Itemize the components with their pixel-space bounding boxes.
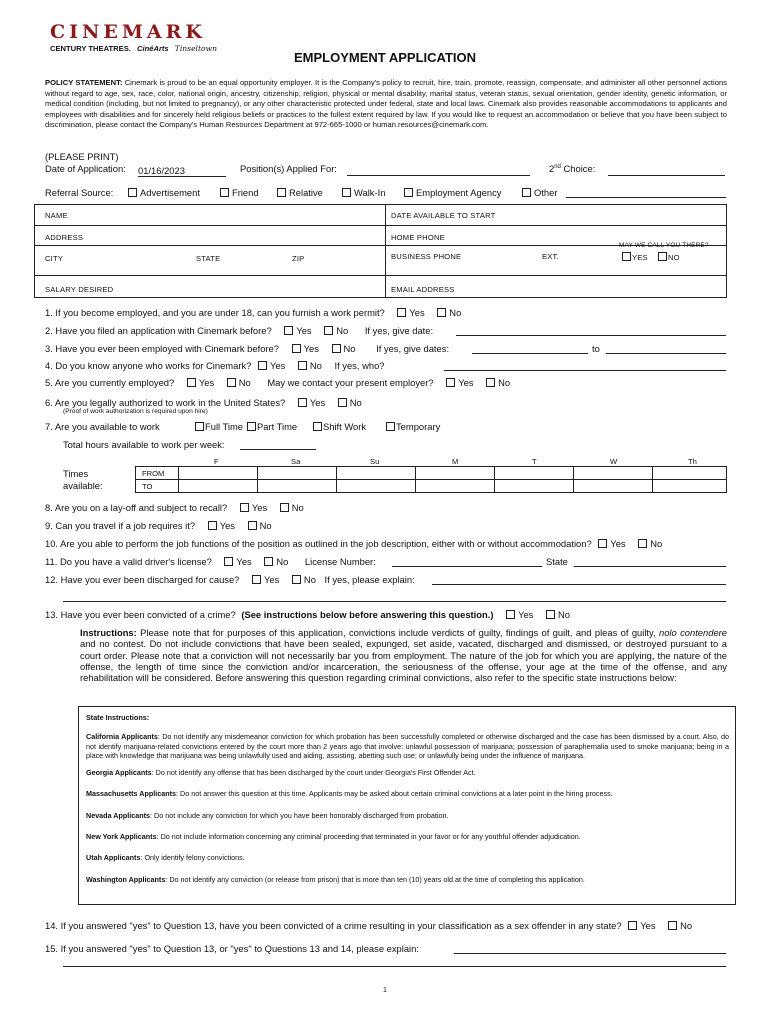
question-5 [45, 377, 510, 388]
brand-tinseltown: Tinseltown [174, 44, 217, 53]
question-6 [45, 397, 362, 408]
address-field[interactable]: ADDRESS [45, 233, 84, 242]
referral-employment-agency[interactable] [404, 187, 501, 198]
yes-label: Yes [236, 556, 252, 567]
second-choice-input[interactable] [608, 175, 725, 176]
license-state-input[interactable] [574, 566, 726, 567]
checkbox[interactable] [195, 422, 204, 431]
question-text: 15. If you answered "yes" to Question 13, or "yes" to Questions 13 and 14, please explain: [45, 943, 419, 954]
state-text: Do not include any conviction for which you have been honorably discharged from probation. [154, 810, 449, 820]
option-label: Full Time [205, 421, 244, 432]
checkbox[interactable] [248, 521, 257, 530]
referral-other-input[interactable] [566, 197, 726, 198]
q2-date-input[interactable] [456, 335, 726, 336]
checkbox[interactable] [277, 188, 286, 197]
question-11 [45, 556, 376, 567]
question-text: 12. Have you ever been discharged for cause? [45, 574, 240, 585]
from-label: FROM [142, 469, 165, 478]
no-label: No [557, 609, 570, 620]
q15-explain-input[interactable] [454, 953, 726, 954]
question-2 [45, 325, 433, 336]
checkbox[interactable] [338, 398, 347, 407]
yes-label: Yes [458, 377, 474, 388]
checkbox[interactable] [313, 422, 322, 431]
referral-relative[interactable] [277, 187, 323, 198]
option-label: Shift Work [323, 421, 367, 432]
checkbox[interactable] [208, 521, 217, 530]
option-label: Part Time [257, 421, 298, 432]
no-label: No [309, 360, 322, 371]
checkbox[interactable] [486, 378, 495, 387]
question-14 [45, 920, 692, 931]
to-label: TO [142, 482, 153, 491]
state-item: Nevada Applicants: Do not include any conviction for which you have been honorably discharged from probation. [86, 810, 449, 820]
checkbox[interactable] [437, 308, 446, 317]
checkbox[interactable] [284, 326, 293, 335]
state-item: New York Applicants: Do not include information concerning any criminal proceeding that terminated in your favor or for any youthful offender adjudication. [86, 832, 581, 842]
state-instructions-box [78, 706, 736, 905]
question-text: 4. Do you know anyone who works for Cinemark? [45, 360, 252, 371]
policy-statement [45, 78, 727, 131]
checkbox[interactable] [298, 361, 307, 370]
referral-source-row [45, 187, 113, 198]
may-we-call-label: MAY WE CALL YOU THERE? [619, 242, 709, 249]
no-label: No [680, 920, 693, 931]
state-name: Nevada Applicants [86, 810, 151, 820]
question-text: 6. Are you legally authorized to work in the United States? [45, 397, 286, 408]
state-text: Do not identify any offense that has been discharged by the court under Georgia's First Offender Act. [155, 768, 476, 778]
checkbox[interactable] [298, 398, 307, 407]
option-label: Advertisement [140, 187, 200, 198]
question-note: (See instructions below before answering this question.) [241, 609, 494, 620]
option-label: Temporary [396, 421, 441, 432]
home-phone-field[interactable]: HOME PHONE [391, 233, 445, 242]
question-text: 3. Have you ever been employed with Cinemark before? [45, 343, 279, 354]
q7-temporary[interactable] [386, 421, 440, 432]
state-item: California Applicants: Do not identify any misdemeanor conviction for which probation has been successfully completed or otherwise discharged and the case has been dismissed by a court. Also, do not identify marijuana-related convictions entered by the court more than 2 years ago that involve: unlawful possession of marijuana; possession of paraphernalia used to smoke marijuana; being in a place with knowledge that marijuana was being unlawfully used and aiding, assisting, abetting such use; or unlawfully being under the influence of marijuana. [86, 732, 729, 760]
checkbox[interactable] [522, 188, 531, 197]
option-label: Employment Agency [416, 187, 502, 198]
no-label: No [343, 343, 356, 354]
no-label: No [303, 574, 316, 585]
q12-explain-input-2[interactable] [63, 601, 726, 602]
checkbox[interactable] [598, 539, 607, 548]
referral-walk-in[interactable] [342, 187, 385, 198]
position-applied-input[interactable] [347, 175, 530, 176]
option-label: Friend [232, 187, 259, 198]
question-12 [45, 574, 415, 585]
instructions-text: and no contest. Do not include convictions that have been sealed, expunged, set aside, vacated, discharged and dismissed, or destroyed pursuant to a court order. Please note that a conviction will not necessarily bar you from employment. The nature of the job for which you are applying, the nature of the offense, the length of time since the conviction and/or incarceration, the seriousness of the offense, your age at the time of the offense, and any rehabilitation will be considered. Before answering this question regarding criminal convictions, also refer to the specific state instructions below: [80, 638, 727, 684]
state-name: Georgia Applicants [86, 768, 152, 778]
followup-label: If yes, who? [334, 360, 385, 371]
checkbox[interactable] [332, 344, 341, 353]
day-label: W [610, 457, 618, 466]
policy-label: POLICY STATEMENT: [45, 78, 123, 87]
salary-field[interactable]: SALARY DESIRED [45, 285, 114, 294]
may-we-call-yes[interactable] [622, 252, 648, 262]
may-we-call-no[interactable] [658, 252, 680, 262]
day-label: F [214, 457, 219, 466]
yes-label: Yes [269, 360, 286, 371]
question-9 [45, 520, 272, 531]
option-label: NO [668, 253, 680, 262]
question-text: 5. Are you currently employed? [45, 377, 175, 388]
checkbox[interactable] [258, 361, 267, 370]
hours-per-week-input[interactable] [240, 449, 316, 450]
yes-label: Yes [264, 574, 280, 585]
question-10 [45, 538, 662, 549]
yes-label: Yes [198, 377, 215, 388]
q3-to-input[interactable] [606, 353, 726, 354]
date-of-application-label: Date of Application: [45, 163, 126, 174]
question-7 [45, 421, 160, 432]
question-text: 1. If you become employed, and you are under 18, can you furnish a work permit? [45, 307, 385, 318]
checkbox[interactable] [397, 308, 406, 317]
checkbox[interactable] [247, 422, 256, 431]
state-text: Do not answer this question at this time. Applicants may be asked about certain criminal convictions at a later point in the hiring process. [180, 789, 613, 799]
question-15 [45, 943, 419, 954]
checkbox[interactable] [252, 575, 261, 584]
no-label: No [349, 397, 362, 408]
checkbox[interactable] [187, 378, 196, 387]
instructions-label: Instructions: [80, 627, 137, 638]
checkbox[interactable] [404, 188, 413, 197]
checkbox[interactable] [220, 188, 229, 197]
checkbox[interactable] [292, 575, 301, 584]
logo-wordmark: CINEMARK [50, 21, 206, 43]
state-name: New York Applicants [86, 832, 157, 842]
license-label: License Number: [304, 556, 376, 567]
license-state-label: State [546, 556, 568, 567]
zip-field[interactable]: ZIP [292, 254, 305, 263]
business-phone-field[interactable]: BUSINESS PHONE [391, 252, 462, 261]
checkbox[interactable] [658, 252, 667, 261]
checkbox[interactable] [628, 921, 637, 930]
second-choice-label: 2nd Choice: [549, 163, 596, 174]
state-text: Do not identify any conviction (or release from prison) that is more than ten (10) years old at the time of completing this application. [169, 874, 585, 884]
day-label: Su [370, 457, 380, 466]
yes-label: Yes [518, 609, 534, 620]
q6-note: (Proof of work authorization is required upon hire) [63, 408, 208, 415]
state-name: Utah Applicants [86, 853, 141, 863]
question-text: 9. Can you travel if a job requires it? [45, 520, 196, 531]
yes-label: Yes [309, 397, 326, 408]
q7-part-time[interactable] [247, 421, 297, 432]
question-text: 11. Do you have a valid driver's license? [45, 556, 212, 567]
question-1 [45, 307, 461, 318]
email-field[interactable]: EMAIL ADDRESS [391, 285, 455, 294]
yes-label: Yes [219, 520, 235, 531]
referral-source-label: Referral Source: [45, 187, 114, 198]
checkbox[interactable] [342, 188, 351, 197]
state-item: Utah Applicants: Only identify felony convictions. [86, 853, 245, 863]
checkbox[interactable] [224, 557, 233, 566]
followup-label: If yes, please explain: [324, 574, 415, 585]
license-number-input[interactable] [392, 566, 542, 567]
policy-text: Cinemark is proud to be an equal opportunity employer. It is the Company's policy to recruit, hire, train, promote, reassign, compensate, and administer all other personnel actions without regard to age, sex, race, color, national origin, ancestry, citizenship, religion, physical or mental disability, marital status, veteran status, sexual orientation, gender identity, genetic information, or medical condition (including, but not limited to pregnancy), or any other characteristic protected under federal, state and local laws. Cinemark also provides reasonable accommodations to applicants and employees with disabilities and for sincerely held religious beliefs or practices to the fullest extent required by law. If you would like to request an accommodation or believe that you have been subject to discrimination, please contact the Company's Human Resources Department at 972-665-1000 or human.resources@cinemark.com. [45, 78, 727, 129]
state-name: Massachusetts Applicants [86, 789, 177, 799]
state-name: Washington Applicants [86, 874, 166, 884]
position-applied-label: Position(s) Applied For: [240, 163, 337, 174]
no-label: No [650, 538, 663, 549]
date-available-field[interactable]: DATE AVAILABLE TO START [391, 211, 496, 220]
no-label: No [291, 502, 304, 513]
referral-other[interactable] [522, 187, 557, 198]
question-3 [45, 343, 449, 354]
yes-label: Yes [409, 307, 425, 318]
state-item: Washington Applicants: Do not identify any conviction (or release from prison) that is more than ten (10) years old at the time of completing this application. [86, 874, 585, 884]
referral-friend[interactable] [220, 187, 259, 198]
q3-from-input[interactable] [472, 353, 588, 354]
q7-shift-work[interactable] [313, 421, 366, 432]
checkbox[interactable] [446, 378, 455, 387]
option-label: Other [534, 187, 558, 198]
question-text: 8. Are you on a lay-off and subject to recall? [45, 502, 228, 513]
q7-full-time[interactable] [195, 421, 243, 432]
yes-label: Yes [303, 343, 319, 354]
question-text: 13. Have you ever been convicted of a crime? [45, 609, 236, 620]
state-field[interactable]: STATE [196, 254, 221, 263]
hours-per-week-label: Total hours available to work per week: [63, 439, 225, 450]
no-label: No [276, 556, 289, 567]
option-label: Relative [289, 187, 323, 198]
no-label: No [259, 520, 272, 531]
yes-label: Yes [251, 502, 268, 513]
checkbox[interactable] [240, 503, 249, 512]
option-label: Walk-In [354, 187, 386, 198]
question-text: 14. If you answered "yes" to Question 13, have you been convicted of a crime resulting in your classification as a sex offender in any state? [45, 920, 622, 931]
no-label: No [498, 377, 511, 388]
no-label: No [238, 377, 251, 388]
no-label: No [336, 325, 349, 336]
state-text: Only identify felony convictions. [144, 853, 245, 863]
yes-label: Yes [610, 538, 626, 549]
checkbox[interactable] [622, 252, 631, 261]
brand-century: CENTURY THEATRES. [50, 44, 131, 53]
q15-explain-input-2[interactable] [63, 966, 726, 967]
instructions-text: Please note that for purposes of this application, convictions include verdicts of guilty, findings of guilt, and pleas of guilty, [140, 627, 656, 638]
no-label: No [449, 307, 462, 318]
day-label: Th [688, 457, 697, 466]
times-available-label: Times available: [63, 468, 103, 491]
question-text: 10. Are you able to perform the job functions of the position as outlined in the job description, either with or without accommodation? [45, 538, 592, 549]
instructions-paragraph [80, 627, 727, 683]
checkbox[interactable] [280, 503, 289, 512]
state-text: Do not include information concerning any criminal proceeding that terminated in your favor or for any youthful offender adjudication. [160, 832, 581, 842]
q3-to-label: to [592, 343, 600, 354]
question-text: 7. Are you available to work [45, 421, 160, 432]
checkbox[interactable] [638, 539, 647, 548]
ext-field[interactable]: EXT. [542, 252, 559, 261]
checkbox[interactable] [546, 610, 555, 619]
q4-who-input[interactable] [444, 370, 726, 371]
name-field[interactable]: NAME [45, 211, 68, 220]
brand-cinearts: CinéArts [137, 44, 169, 53]
referral-advertisement[interactable] [128, 187, 200, 198]
checkbox[interactable] [324, 326, 333, 335]
question-8 [45, 502, 304, 513]
question-4 [45, 360, 385, 371]
yes-label: Yes [640, 920, 656, 931]
followup-label: If yes, give dates: [376, 343, 450, 354]
checkbox[interactable] [227, 378, 236, 387]
please-print: (PLEASE PRINT) [45, 151, 119, 162]
page-title: EMPLOYMENT APPLICATION [294, 50, 476, 65]
question-13 [45, 609, 570, 620]
checkbox[interactable] [668, 921, 677, 930]
date-of-application-input[interactable]: 01/16/2023 [138, 165, 226, 177]
option-label: YES [632, 253, 648, 262]
yes-label: Yes [296, 325, 312, 336]
checkbox[interactable] [128, 188, 137, 197]
checkbox[interactable] [386, 422, 395, 431]
state-text: Do not identify any misdemeanor conviction for which probation has been successfully completed or otherwise discharged and the case has been dismissed by a court. Also, do not identify marijuana-related convictions entered by the court more than 2 years ago that involve: unlawful possession of marijuana; possession of paraphernalia used to smoke marijuana; being in a place with knowledge that marijuana was being unlawfully used and aiding, assisting, abetting such use; or unlawfully being under the influence of marijuana. [86, 732, 729, 760]
followup-label: If yes, give date: [364, 325, 434, 336]
state-item: Georgia Applicants: Do not identify any offense that has been discharged by the court under Georgia's First Offender Act. [86, 768, 476, 778]
instructions-italic: nolo contendere [659, 627, 728, 638]
checkbox[interactable] [506, 610, 515, 619]
state-item: Massachusetts Applicants: Do not answer this question at this time. Applicants may be asked about certain criminal convictions at a later point in the hiring process. [86, 789, 613, 799]
state-name: California Applicants [86, 732, 158, 742]
state-instructions-heading: State Instructions: [86, 713, 150, 722]
checkbox[interactable] [264, 557, 273, 566]
day-label: T [532, 457, 537, 466]
day-label: M [452, 457, 459, 466]
q12-explain-input[interactable] [432, 584, 726, 585]
question-text: 2. Have you filed an application with Cinemark before? [45, 325, 272, 336]
checkbox[interactable] [292, 344, 301, 353]
followup-label: May we contact your present employer? [267, 377, 434, 388]
day-label: Sa [291, 457, 301, 466]
city-field[interactable]: CITY [45, 254, 64, 263]
page-number: 1 [383, 987, 387, 994]
